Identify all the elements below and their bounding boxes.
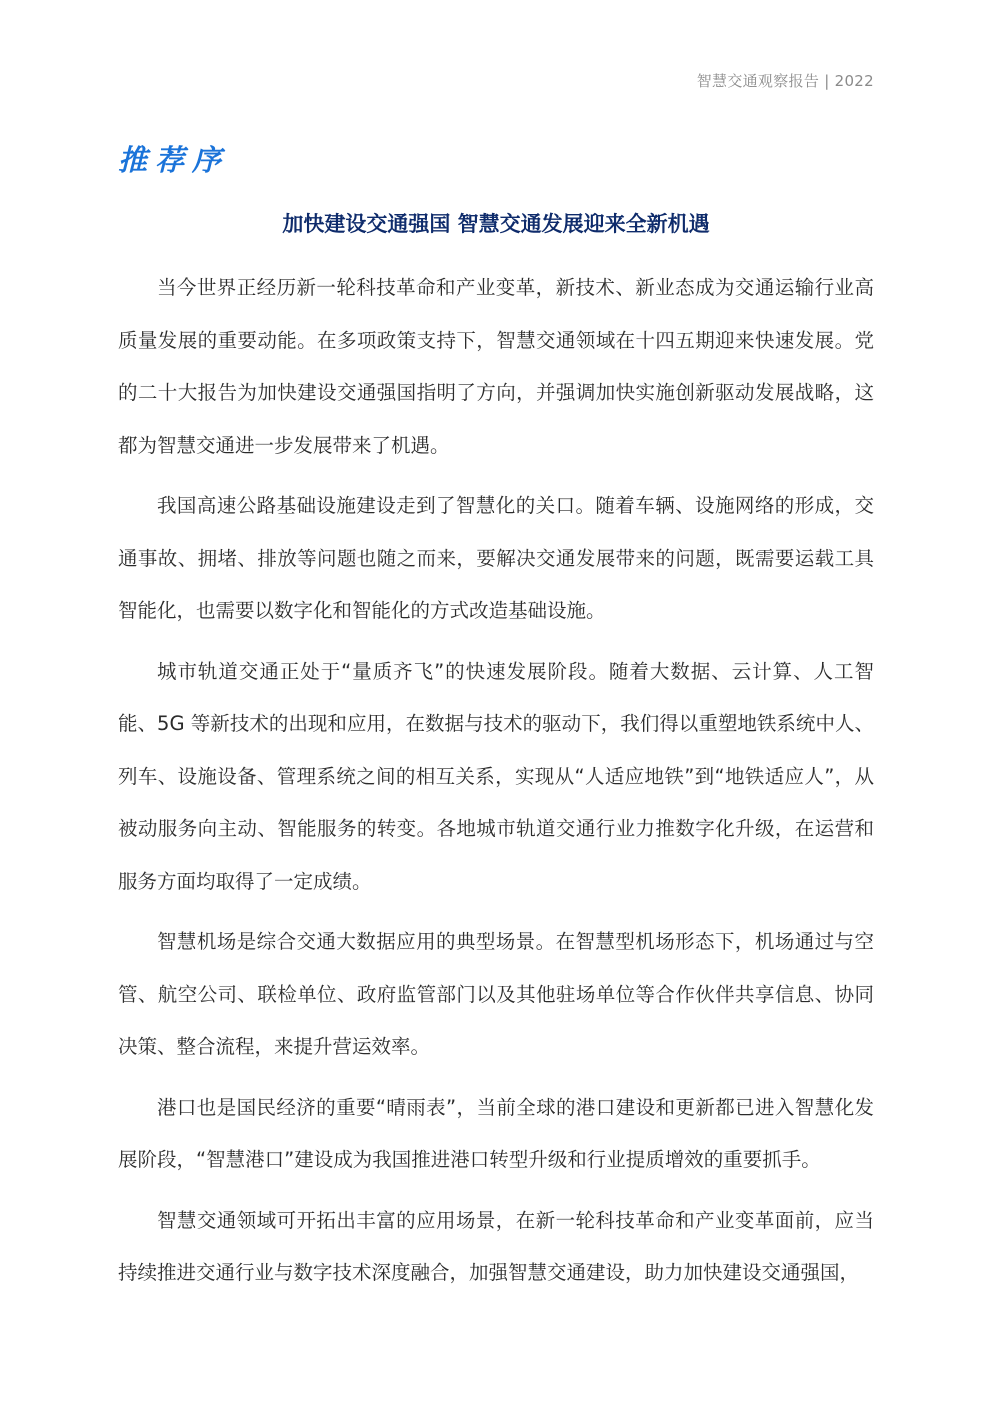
section-title: 推荐序 bbox=[118, 143, 230, 177]
body-text bbox=[118, 262, 874, 1308]
paragraph: 港口也是国民经济的重要“晴雨表”，当前全球的港口建设和更新都已进入智慧化发展阶段，“智慧港口”建设成为我国推进港口转型升级和行业提质增效的重要抓手。 bbox=[118, 1095, 874, 1171]
paragraph: 智慧交通领域可开拓出丰富的应用场景，在新一轮科技革命和产业变革面前，应当持续推进交通行业与数字技术深度融合，加强智慧交通建设，助力加快建设交通强国， bbox=[118, 1208, 874, 1284]
running-header: 智慧交通观察报告 | 2022 bbox=[696, 72, 874, 90]
paragraph: 我国高速公路基础设施建设走到了智慧化的关口。随着车辆、设施网络的形成，交通事故、拥堵、排放等问题也随之而来，要解决交通发展带来的问题，既需要运载工具智能化，也需要以数字化和智能化的方式改造基础设施。 bbox=[118, 494, 874, 622]
document-heading: 加快建设交通强国 智慧交通发展迎来全新机遇 bbox=[282, 212, 710, 236]
paragraph: 城市轨道交通正处于“量质齐飞”的快速发展阶段。随着大数据、云计算、人工智能、5G 等新技术的出现和应用，在数据与技术的驱动下，我们得以重塑地铁系统中人、列车、设施设备、管理系统之间的相互关系，实现从“人适应地铁”到“地铁适应人”，从被动服务向主动、智能服务的转变。各地城市轨道交通行业力推数字化升级，在运营和服务方面均取得了一定成绩。 bbox=[118, 659, 874, 893]
paragraph: 当今世界正经历新一轮科技革命和产业变革，新技术、新业态成为交通运输行业高质量发展的重要动能。在多项政策支持下，智慧交通领域在十四五期迎来快速发展。党的二十大报告为加快建设交通强国指明了方向，并强调加快实施创新驱动发展战略，这都为智慧交通进一步发展带来了机遇。 bbox=[118, 276, 874, 457]
paragraph: 智慧机场是综合交通大数据应用的典型场景。在智慧型机场形态下，机场通过与空管、航空公司、联检单位、政府监管部门以及其他驻场单位等合作伙伴共享信息、协同决策、整合流程，来提升营运效率。 bbox=[118, 930, 874, 1058]
